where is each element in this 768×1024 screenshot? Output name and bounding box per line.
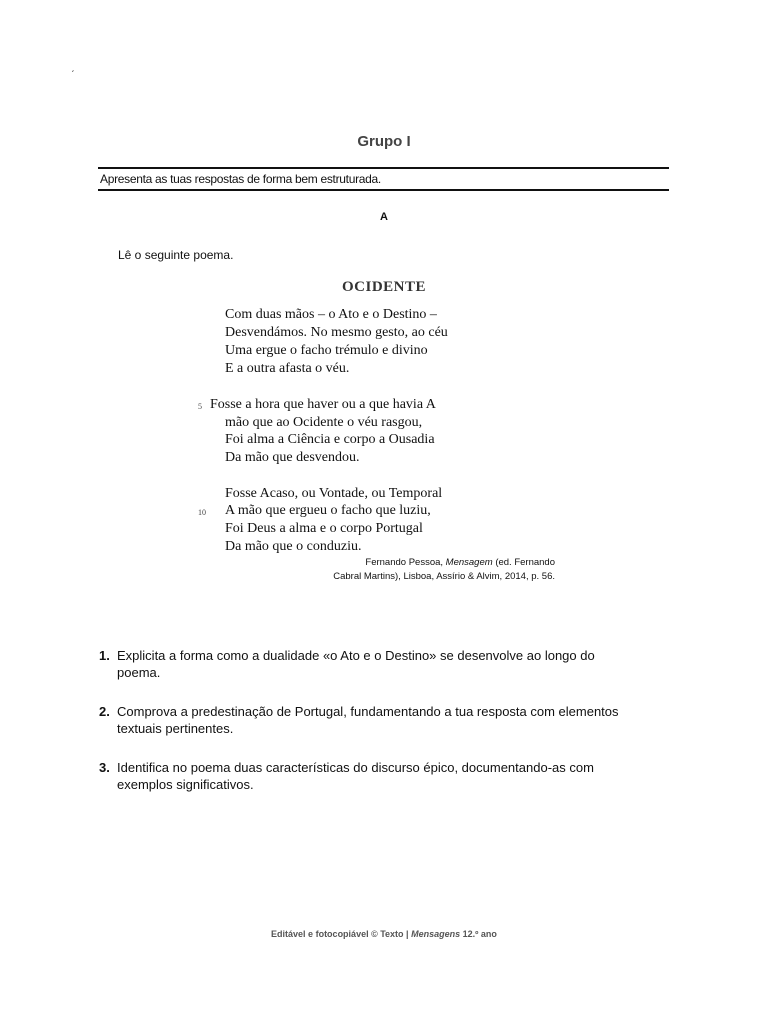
instruction-text: Apresenta as tuas respostas de forma bem estruturada. — [100, 172, 381, 186]
poem-line: Desvendámos. No mesmo gesto, ao céu — [225, 325, 448, 340]
question-3 — [99, 759, 639, 793]
poem-line: E a outra afasta o véu. — [225, 361, 350, 376]
poem-source-details: Cabral Martins), Lisboa, Assírio & Alvim, 2014, p. 56. — [333, 571, 555, 582]
poem-line: Da mão que desvendou. — [225, 450, 360, 465]
poem-line: Foi Deus a alma e o corpo Portugal — [225, 521, 423, 536]
instruction-box — [98, 167, 669, 191]
question-text: Explicita a forma como a dualidade «o Ato e o Destino» se desenvolve ao longo do poema. — [117, 648, 595, 680]
question-number: 3. — [99, 760, 110, 775]
poem-line: A mão que ergueu o facho que luziu, — [225, 503, 431, 518]
poem-title: OCIDENTE — [341, 279, 427, 295]
footer-work: Mensagens — [411, 929, 461, 939]
group-title: Grupo I — [357, 133, 411, 150]
question-number: 1. — [99, 648, 110, 663]
footer-year: 12.º ano — [462, 929, 497, 939]
poem-line: Fosse Acaso, ou Vontade, ou Temporal — [225, 486, 443, 501]
stray-mark: ˏ — [71, 62, 75, 73]
poem-line: Da mão que o conduziu. — [225, 539, 362, 554]
poem-line: Foi alma a Ciência e corpo a Ousadia — [225, 432, 435, 447]
question-2 — [99, 703, 639, 737]
source-work: Mensagem — [445, 557, 493, 568]
poem-line: mão que ao Ocidente o véu rasgou, — [225, 415, 423, 430]
poem-line: Com duas mãos – o Ato e o Destino – — [225, 307, 437, 322]
line-number: 5 — [198, 402, 202, 411]
question-text: Identifica no poema duas características do discurso épico, documentando-as com exemplos significativos. — [117, 760, 594, 792]
question-1 — [99, 647, 639, 681]
question-text: Comprova a predestinação de Portugal, fundamentando a tua resposta com elementos textuais pertinentes. — [117, 704, 619, 736]
line-number: 10 — [198, 508, 206, 517]
section-label: A — [380, 211, 388, 223]
page-footer — [0, 929, 768, 939]
source-editor: (ed. Fernando — [495, 557, 555, 568]
footer-copyright: Editável e fotocopiável © Texto | — [271, 929, 409, 939]
intro-text: Lê o seguinte poema. — [118, 248, 234, 262]
poem-line: Fosse a hora que haver ou a que havia A — [210, 397, 436, 412]
source-author: Fernando Pessoa, — [365, 557, 444, 568]
poem-line: Uma ergue o facho trémulo e divino — [225, 343, 428, 358]
poem-source — [365, 557, 555, 568]
question-number: 2. — [99, 704, 110, 719]
